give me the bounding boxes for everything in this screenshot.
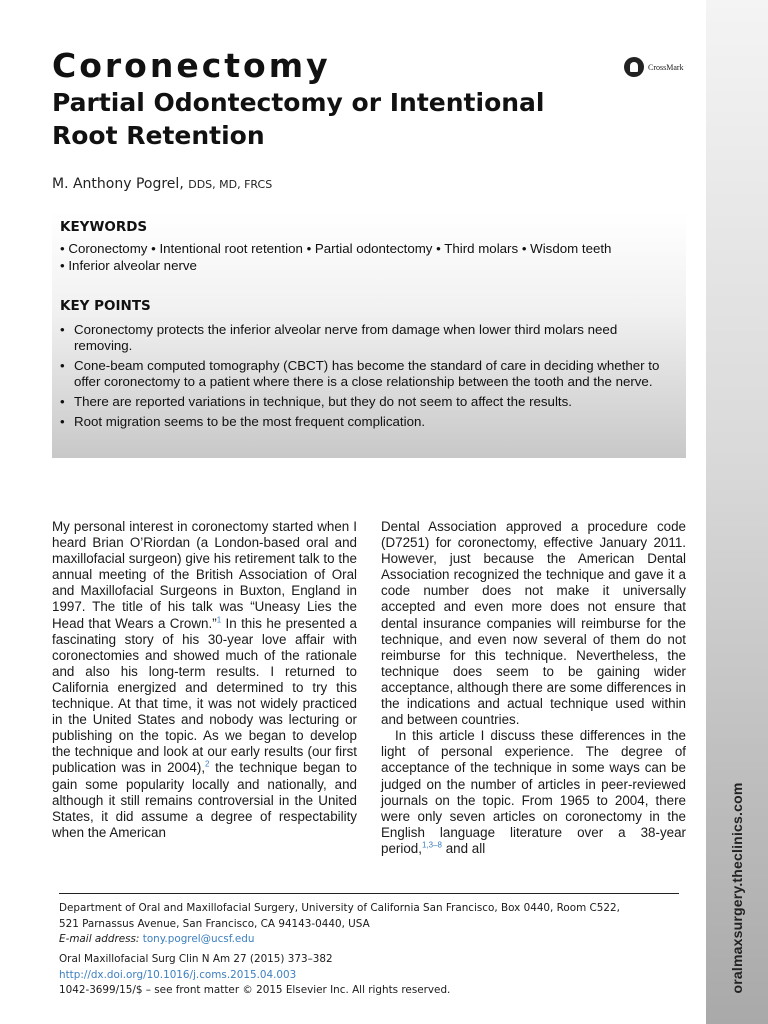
body-paragraph: Dental Association approved a procedure code (D7251) for coronectomy, effective January 2011. However, just because the American Dental Association recognized the technique and gave it a code number does not make it universally accepted and even more does not ensure that dental insurance companies will reimburse for the technique, and even now several of them do not reimburse for this technique. Nevertheless, the technique does seem to be gaining wider acceptance, although there are some differences in the indications and actual technique used within and between countries. — [381, 519, 686, 728]
doi-link[interactable]: http://dx.doi.org/10.1016/j.coms.2015.04.003 — [59, 968, 297, 981]
keywords-heading: KEYWORDS — [60, 219, 148, 235]
email-label: E-mail address: — [59, 933, 140, 945]
affiliation — [59, 901, 689, 948]
key-points-heading: KEY POINTS — [60, 298, 151, 314]
affiliation-line-1: Department of Oral and Maxillofacial Surgery, University of California San Francisco, Box 0440, Room C522, — [59, 902, 620, 914]
author-line — [52, 176, 272, 192]
footer-divider — [59, 893, 679, 894]
body-text: the technique began to gain some popularity locally and nationally, and although it still remains controversial in the United States, it did assume a degree of respectability when the American — [52, 760, 358, 840]
key-point-item: • Coronectomy protects the inferior alveolar nerve from damage when lower third molars need removing. — [60, 322, 672, 354]
key-point-item: • There are reported variations in technique, but they do not seem to affect the results. — [60, 394, 672, 410]
body-text: In this he presented a fascinating story of his 30-year love affair with coronectomies and showed much of the rationale and also his long-term results. I returned to California energized and determined to try this technique. At that time, it was not widely practiced in the United States and nobody was lecturing or publishing on the topic. As we began to develop the technique and look at our early results (our first publication was in 2004), — [52, 615, 357, 776]
body-paragraph — [52, 519, 357, 841]
keywords-line-1: • Coronectomy • Intentional root retention • Partial odontectomy • Third molars • Wisdom teeth — [60, 241, 612, 256]
affiliation-line-2: 521 Parnassus Avenue, San Francisco, CA 94143-0440, USA — [59, 917, 370, 930]
author-name: M. Anthony Pogrel, — [52, 176, 184, 192]
citation-block — [59, 952, 689, 999]
email-link[interactable]: tony.pogrel@ucsf.edu — [142, 933, 255, 945]
author-credentials: DDS, MD, FRCS — [188, 178, 273, 191]
reference-link[interactable]: 1 — [216, 615, 222, 625]
body-paragraph — [381, 728, 686, 857]
reference-link[interactable]: 2 — [205, 759, 210, 769]
copyright-notice: 1042-3699/15/$ – see front matter © 2015 Elsevier Inc. All rights reserved. — [59, 984, 451, 996]
crossmark-badge[interactable] — [624, 55, 684, 79]
body-column-left — [52, 519, 357, 841]
crossmark-icon — [624, 57, 644, 77]
reference-link[interactable]: 1,3–8 — [421, 840, 442, 850]
key-point-item: • Root migration seems to be the most frequent complication. — [60, 414, 672, 430]
article-subtitle: Partial Odontectomy or Intentional Root Retention — [52, 88, 545, 150]
body-column-right — [381, 519, 686, 857]
body-text: In this article I discuss these differences in the light of personal experience. The degree of acceptance of the technique in some ways can be judged on the number of articles in peer-reviewed journals on the topic. From 1965 to 2004, there were only seven articles on coronectomy in the English language literature over a 38-year period, — [381, 728, 686, 856]
body-text: My personal interest in coronectomy started when I heard Brian O’Riordan (a London-based oral and maxillofacial surgeon) give his retirement talk to the annual meeting of the British Association of Oral and Maxillofacial Surgeons in Buxton, England in 1997. The title of his talk was “Uneasy Lies the Head that Wears a Crown.” — [52, 519, 357, 631]
journal-citation: Oral Maxillofacial Surg Clin N Am 27 (2015) 373–382 — [59, 953, 333, 965]
crossmark-label: CrossMark — [648, 62, 684, 72]
key-point-item: • Cone-beam computed tomography (CBCT) has become the standard of care in deciding whether to offer coronectomy to a patient where there is a close relationship between the tooth and the nerve. — [60, 358, 672, 390]
article-title: Coronectomy — [52, 46, 331, 85]
journal-url[interactable]: oralmaxsurgery.theclinics.com — [729, 782, 745, 994]
keywords-keypoints-box — [52, 212, 686, 458]
keywords-line-2: • Inferior alveolar nerve — [60, 258, 197, 273]
key-points-list — [60, 322, 672, 434]
body-text: and all — [441, 840, 486, 856]
